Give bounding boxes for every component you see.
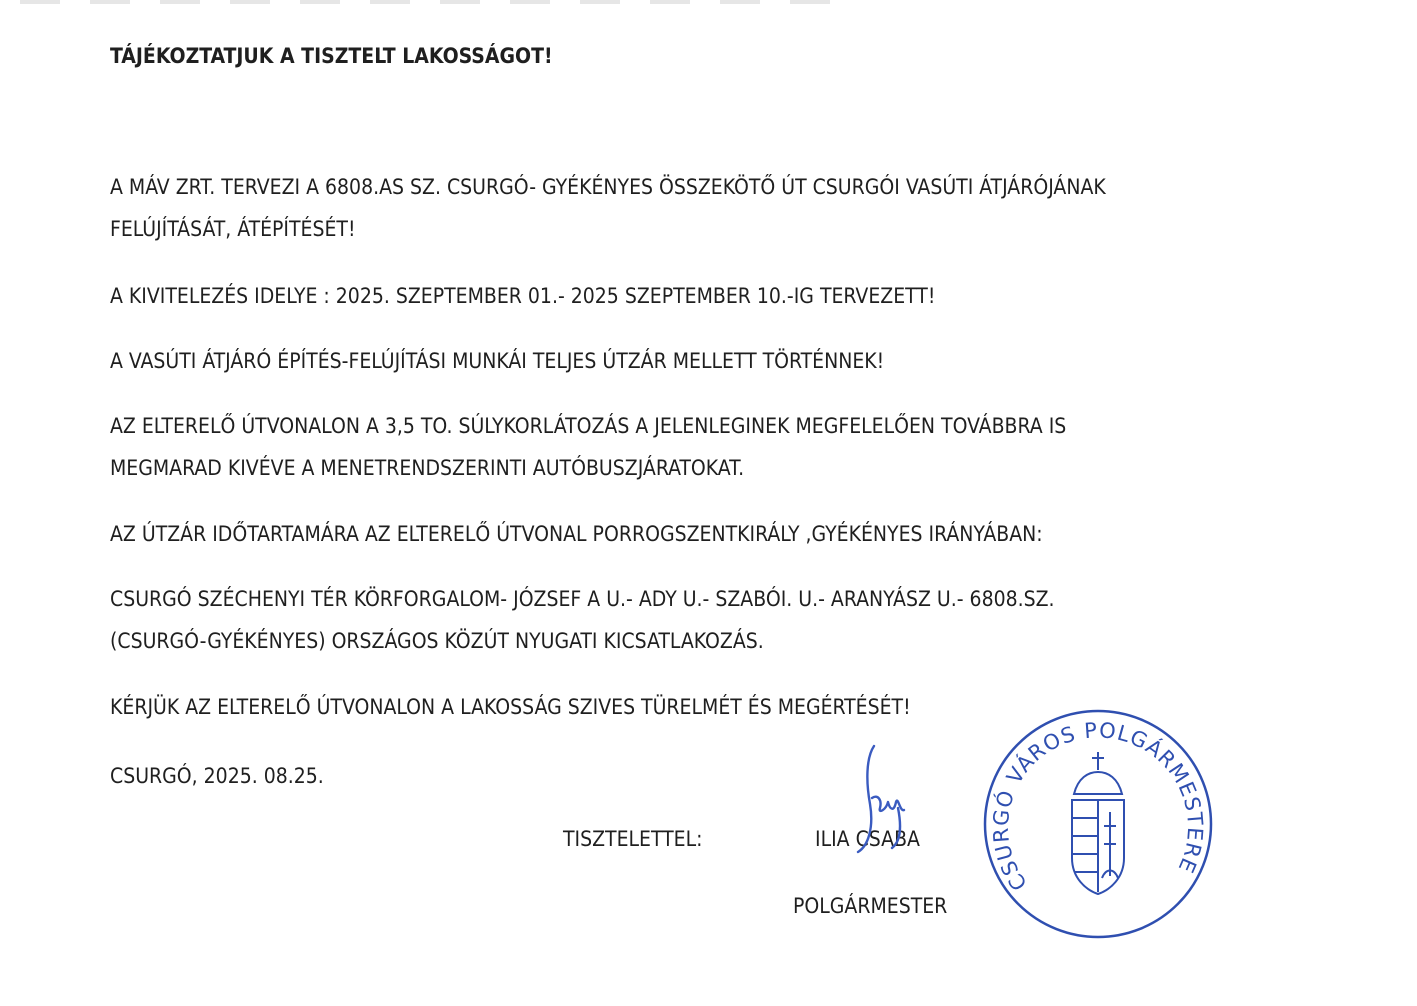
paragraph-6-line-2: (CSURGÓ-GYÉKÉNYES) ORSZÁGOS KÖZÚT NYUGATI KICSATLAKOZÁS. — [110, 629, 764, 653]
closing-text: TISZTELETTEL: — [563, 827, 703, 851]
signer-title: POLGÁRMESTER — [793, 894, 948, 918]
paragraph-1-line-2: FELÚJÍTÁSÁT, ÁTÉPÍTÉSÉT! — [110, 217, 356, 241]
paragraph-7: KÉRJÜK AZ ELTERELŐ ÚTVONALON A LAKOSSÁG SZIVES TÜRELMÉT ÉS MEGÉRTÉSÉT! — [110, 695, 911, 719]
signer-name: ILIA CSABA — [815, 827, 920, 851]
paragraph-1-line-1: A MÁV ZRT. TERVEZI A 6808.AS SZ. CSURGÓ- GYÉKÉNYES ÖSSZEKÖTŐ ÚT CSURGÓI VASÚTI ÁTJÁRÓJÁNAK — [110, 175, 1106, 199]
paragraph-6-line-1: CSURGÓ SZÉCHENYI TÉR KÖRFORGALOM- JÓZSEF A U.- ADY U.- SZABÓI. U.- ARANYÁSZ U.- 6808.SZ. — [110, 587, 1055, 611]
coat-of-arms-icon — [1072, 752, 1124, 894]
paragraph-2: A KIVITELEZÉS IDELYE : 2025. SZEPTEMBER 01.- 2025 SZEPTEMBER 10.-IG TERVEZETT! — [110, 284, 936, 308]
paragraph-5: AZ ÚTZÁR IDŐTARTAMÁRA AZ ELTERELŐ ÚTVONAL PORROGSZENTKIRÁLY ,GYÉKÉNYES IRÁNYÁBAN: — [110, 522, 1043, 546]
official-stamp — [982, 708, 1214, 940]
notice-heading: TÁJÉKOZTATJUK A TISZTELT LAKOSSÁGOT! — [110, 44, 553, 68]
paragraph-4-line-1: AZ ELTERELŐ ÚTVONALON A 3,5 TO. SÚLYKORLÁTOZÁS A JELENLEGINEK MEGFELELŐEN TOVÁBBRA IS — [110, 414, 1067, 438]
stamp-text: CSURGÓ VÁROS POLGÁRMESTERE — [988, 718, 1208, 895]
date-line: CSURGÓ, 2025. 08.25. — [110, 764, 324, 788]
paragraph-3: A VASÚTI ÁTJÁRÓ ÉPÍTÉS-FELÚJÍTÁSI MUNKÁI TELJES ÚTZÁR MELLETT TÖRTÉNNEK! — [110, 349, 885, 373]
paragraph-4-line-2: MEGMARAD KIVÉVE A MENETRENDSZERINTI AUTÓBUSZJÁRATOKAT. — [110, 456, 745, 480]
handwritten-signature — [838, 738, 938, 858]
scan-edge-artifact — [20, 0, 840, 4]
